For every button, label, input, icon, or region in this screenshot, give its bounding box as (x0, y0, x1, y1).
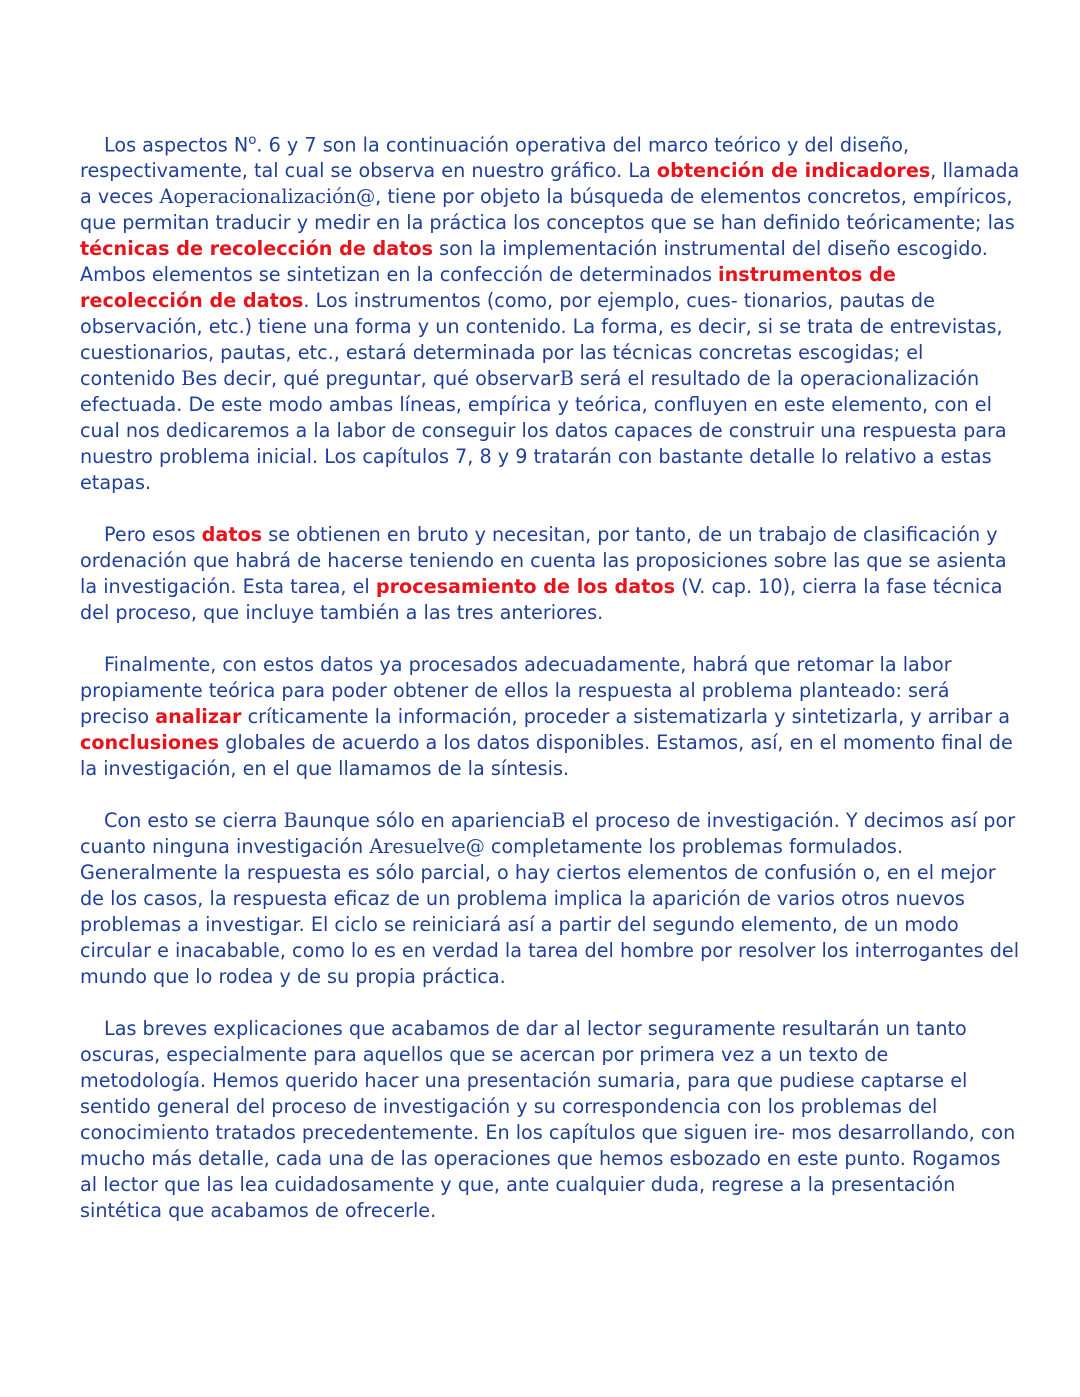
text-run: es decir, qué preguntar, qué observar (195, 367, 560, 391)
text-run: Los aspectos N (104, 133, 249, 157)
highlight-term: técnicas de recolección de datos (80, 237, 434, 261)
text-run: . 6 y 7 son la continuación operativa del marco teórico y del diseño, respectivamente, tal cual se observa en nuestro gráfico. La (80, 133, 910, 183)
text-run: completamente los problemas formulados. Generalmente la respuesta es sólo parcial, o hay ciertos elementos de confusión o, en el mejor de los casos, la respuesta eficaz de un problema implica la aparición de varios otros nuevos problemas a investigar. El ciclo se reiniciará así a partir del segundo elemento, de un modo circular e inacabable, como lo es en verdad la tarea del hombre por resolver los interrogantes del mundo que lo rodea y de su propia práctica. (80, 835, 1020, 989)
paragraph-closing (80, 1016, 1020, 1224)
highlight-term: obtención de indicadores (656, 159, 931, 183)
text-run: son la implementación instrumental del diseño escogido. Ambos elementos se sintetizan en la confección de determinados (80, 237, 988, 287)
document-page (80, 128, 1020, 1250)
text-run-symbol: B (559, 367, 574, 391)
text-run: Pero esos (104, 523, 202, 547)
text-run-symbol: B (181, 367, 196, 391)
highlight-term: datos (201, 523, 263, 547)
text-run-symbol: Aresuelve@ (369, 835, 485, 859)
text-run: o (248, 133, 257, 148)
text-run: (V. cap. 10), cierra la fase técnica del proceso, que incluye también a las tres anteriores. (80, 575, 1003, 625)
text-run-symbol: Aoperacionalización@ (159, 185, 376, 209)
text-run: se obtienen en bruto y necesitan, por tanto, de un trabajo de clasificación y ordenación que habrá de hacerse teniendo en cuenta las proposiciones sobre las que se asienta la investigación. Esta tarea, el (80, 523, 1007, 599)
highlight-term: instrumentos de recolección de datos (80, 263, 896, 313)
text-run: , llamada a veces (80, 159, 1020, 209)
paragraph-cycle (80, 808, 1020, 990)
text-run: , tiene por objeto la búsqueda de elementos concretos, empíricos, que permitan traducir y medir en la práctica los conceptos que se han definido teóricamente; las (80, 185, 1015, 235)
text-run: Con esto se cierra (104, 809, 284, 833)
text-run: . Los instrumentos (como, por ejemplo, cues- tionarios, pautas de observación, etc.) tiene una forma y un contenido. La forma, es decir, si se trata de entrevistas, cuestionarios, pautas, etc., estará determinada por las técnicas concretas escogidas; el contenido (80, 289, 1003, 391)
paragraph-indicators (80, 128, 1020, 496)
highlight-term: procesamiento de los datos (375, 575, 676, 599)
text-run: Finalmente, con estos datos ya procesados adecuadamente, habrá que retomar la labor propiamente teórica para poder obtener de ellos la respuesta al problema planteado: será preciso (80, 653, 952, 729)
text-run: globales de acuerdo a los datos disponibles. Estamos, así, en el momento final de la investigación, en el que llamamos de la síntesis. (80, 731, 1013, 781)
highlight-term: conclusiones (80, 731, 220, 755)
text-run-symbol: B (551, 809, 566, 833)
text-run: críticamente la información, proceder a sistematizarla y sintetizarla, y arribar a (241, 705, 1010, 729)
text-run: Las breves explicaciones que acabamos de dar al lector seguramente resultarán un tanto oscuras, especialmente para aquellos que se acercan por primera vez a un texto de metodología. Hemos querido hacer una presentación sumaria, para que pudiese captarse el sentido general del proceso de investigación y su correspondencia con los problemas del conocimiento tratados precedentemente. En los capítulos que siguen ire- mos desarrollando, con mucho más detalle, cada una de las operaciones que hemos esbozado en este punto. Rogamos al lector que las lea cuidadosamente y que, ante cualquier duda, regrese a la presentación sintética que acabamos de ofrecerle. (80, 1017, 1016, 1223)
paragraph-analysis (80, 652, 1020, 782)
text-run-symbol: B (283, 809, 298, 833)
paragraph-processing (80, 522, 1020, 626)
highlight-term: analizar (155, 705, 242, 729)
text-run: el proceso de investigación. Y decimos así por cuanto ninguna investigación (80, 809, 1016, 859)
text-run: será el resultado de la operacionalización efectuada. De este modo ambas líneas, empírica y teórica, confluyen en este elemento, con el cual nos dedicaremos a la labor de conseguir los datos capaces de construir una respuesta para nuestro problema inicial. Los capítulos 7, 8 y 9 tratarán con bastante detalle lo relativo a estas etapas. (80, 367, 1007, 495)
text-run: aunque sólo en apariencia (297, 809, 552, 833)
